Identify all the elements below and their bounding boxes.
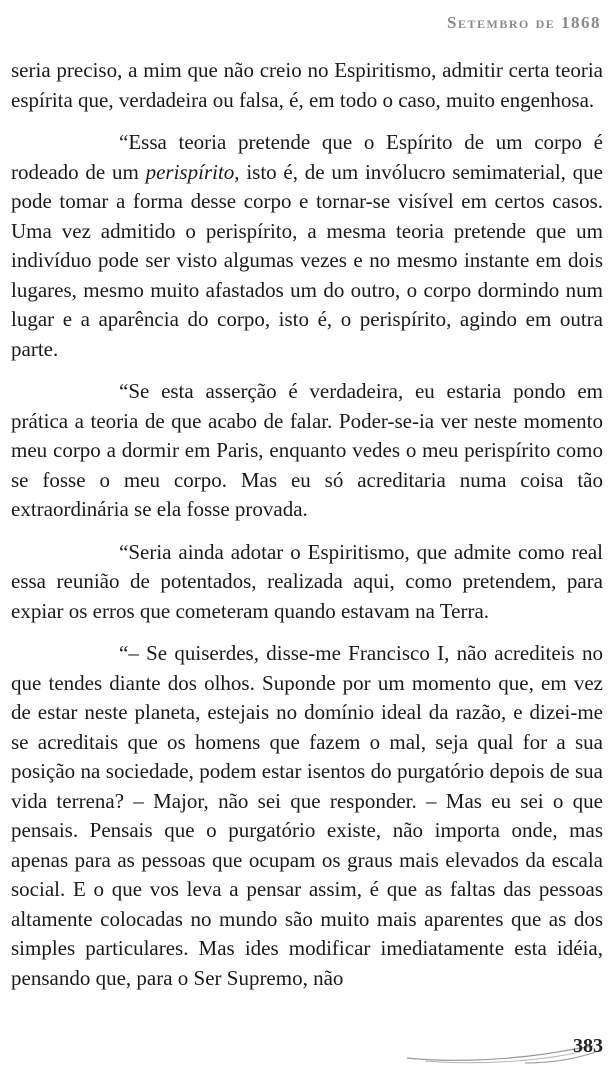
paragraph-4: “Seria ainda adotar o Espiritismo, que admite como real essa reunião de potentados, realizada aqui, como pretendem, para expiar os erros que cometeram quando estavam na Terra. bbox=[11, 539, 603, 623]
page-body bbox=[11, 56, 603, 993]
running-header: Setembro de 1868 bbox=[447, 13, 601, 32]
paragraph-2-start: “Essa teoria pretende que o Espírito de um corpo é rodeado de um bbox=[11, 130, 603, 184]
paragraph-1: seria preciso, a mim que não creio no Espiritismo, admitir certa teoria espírita que, verdadeira ou falsa, é, em todo o caso, muito engenhosa. bbox=[11, 58, 603, 112]
paragraph-5: “– Se quiserdes, disse-me Francisco I, não acrediteis no que tendes diante dos olhos. Suponde por um momento que, em vez de estar neste planeta, estejais no domínio ideal da razão, e dizei-me se acreditais que os homens que fazem o mal, seja qual for a sua posição na sociedade, podem estar isentos do purgatório depois de sua vida terrena? – Major, não sei que responder. – Mas eu sei o que pensais. Pensais que o purgatório existe, não importa onde, mas apenas para as pessoas que ocupam os graus mais elevados da escala social. E o que vos leva a pensar assim, é que as faltas das pessoas altamente colocadas no mundo são muito mais aparentes que as dos simples particulares. Mas ides modificar imediatamente esta idéia, pensando que, para o Ser Supremo, não bbox=[11, 641, 603, 990]
paragraph-2 bbox=[11, 128, 603, 364]
paragraph-2-rest: , isto é, de um invólucro semimaterial, que pode tomar a forma desse corpo e tornar-se visível em certos casos. Uma vez admitido o perispírito, a mesma teoria pretende que um indivíduo pode ser visto algumas vezes e no mesmo instante em dois lugares, mesmo muito afastados um do outro, o corpo dormindo num lugar e a aparência do corpo, isto é, o perispírito, agindo em outra parte. bbox=[11, 159, 604, 361]
paragraph-3: “Se esta asserção é verdadeira, eu estaria pondo em prática a teoria de que acabo de falar. Poder-se-ia ver neste momento meu corpo a dormir em Paris, enquanto vedes o meu perispírito como se fosse o meu corpo. Mas eu só acreditaria numa coisa tão extraordinária se ela fosse provada. bbox=[11, 379, 603, 521]
page-number: 383 bbox=[573, 1035, 603, 1057]
italic-term-perispirito: perispírito bbox=[145, 159, 235, 184]
